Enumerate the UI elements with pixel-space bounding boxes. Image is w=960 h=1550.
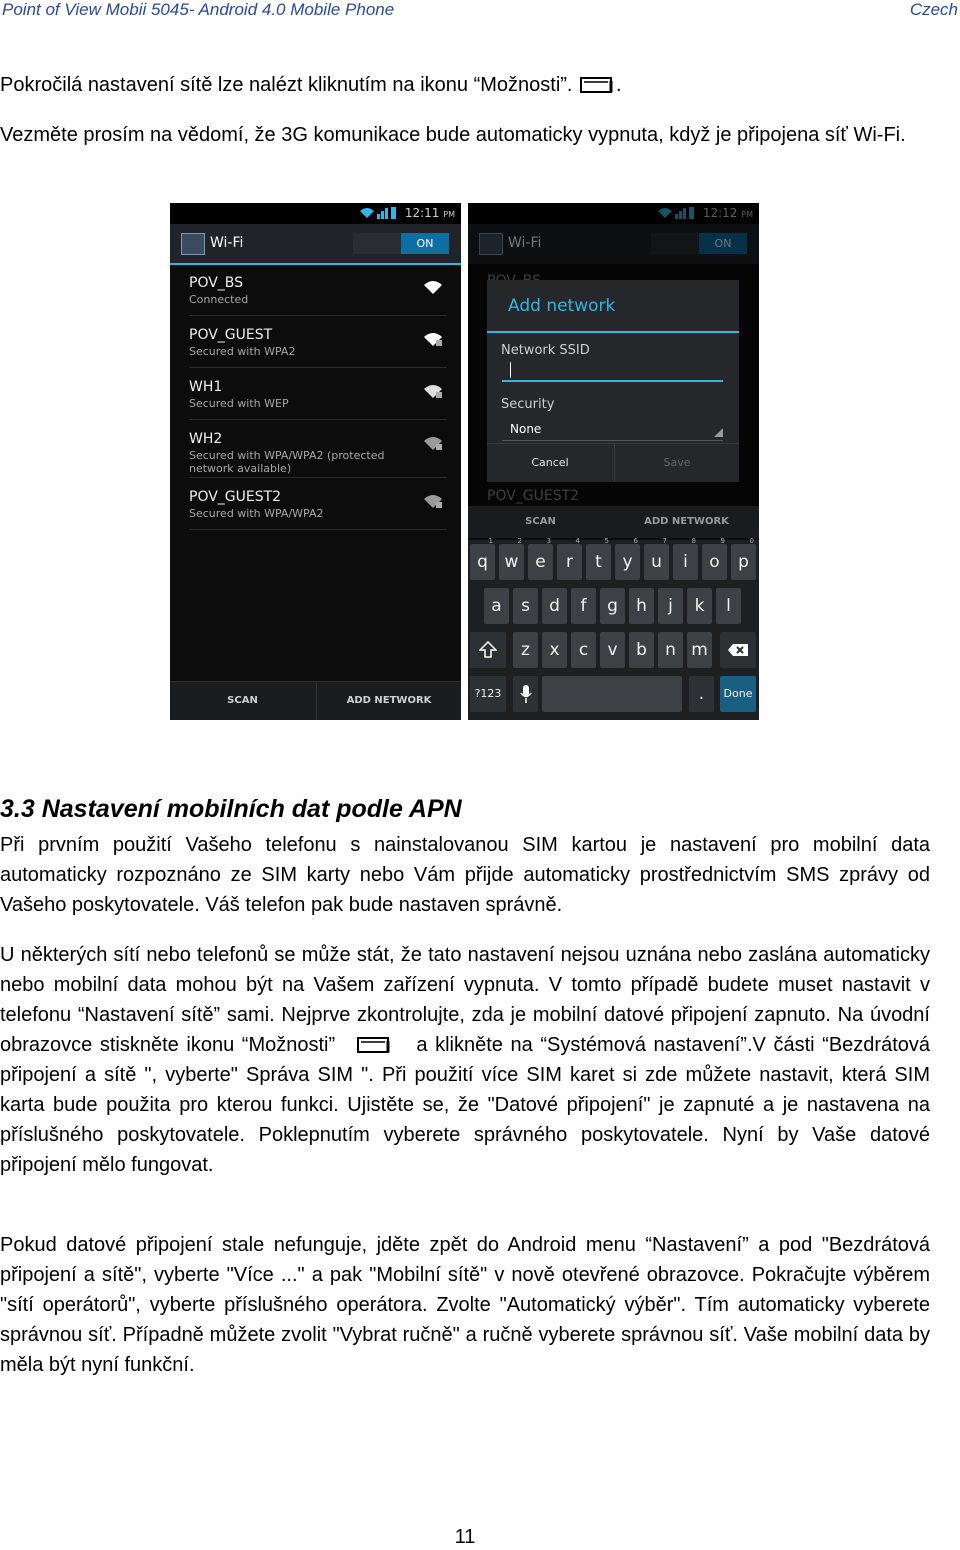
key[interactable]: [644, 537, 669, 580]
shift-key[interactable]: [470, 632, 506, 668]
cancel-button[interactable]: Cancel: [531, 456, 569, 469]
status-time: 12:11: [404, 206, 440, 220]
add-network-button[interactable]: ADD NETWORK: [644, 516, 729, 527]
key-hint: 9: [720, 537, 725, 545]
shift-icon: [479, 641, 497, 659]
dropdown-arrow-icon: [714, 428, 723, 437]
mic-icon: [520, 684, 532, 704]
section-paragraph-2: [0, 940, 930, 1180]
soft-keyboard: [468, 537, 759, 720]
key-hint: 3: [546, 537, 551, 545]
period-key[interactable]: .: [689, 676, 714, 712]
key[interactable]: [499, 537, 524, 580]
key[interactable]: [702, 537, 727, 580]
space-key[interactable]: [542, 676, 682, 712]
key-label: e: [535, 552, 546, 572]
key-hint: 8: [691, 537, 696, 545]
dialog-buttons: [487, 443, 739, 482]
network-name: WH1: [189, 379, 223, 395]
key-hint: 0: [749, 537, 754, 545]
wifi-toggle[interactable]: [353, 233, 449, 254]
scan-button[interactable]: SCAN: [227, 695, 258, 706]
screen-title: Wi-Fi: [210, 235, 244, 251]
network-name: POV_GUEST: [189, 327, 273, 343]
key[interactable]: [673, 537, 698, 580]
key-label: i: [683, 552, 688, 572]
key[interactable]: [557, 537, 582, 580]
select-underline: [502, 440, 723, 441]
network-status: Secured with WPA/WPA2: [189, 507, 324, 520]
network-item[interactable]: [189, 369, 447, 420]
network-item[interactable]: [189, 479, 447, 530]
key[interactable]: [528, 537, 553, 580]
network-item[interactable]: [189, 317, 447, 368]
backspace-icon: [727, 643, 749, 657]
network-item[interactable]: [189, 421, 447, 478]
dialog-title: Add network: [508, 296, 616, 316]
wifi-screenshot: [170, 203, 461, 720]
key-hint: 2: [517, 537, 522, 545]
section-title: Nastavení mobilních dat podle APN: [41, 795, 462, 823]
key[interactable]: j: [658, 588, 683, 624]
key-label: q: [477, 552, 488, 572]
key-hint: 4: [575, 537, 580, 545]
key-label: t: [595, 552, 602, 572]
network-status: Connected: [189, 293, 249, 306]
security-label: Security: [501, 397, 555, 412]
network-name: POV_BS: [189, 275, 244, 291]
key[interactable]: k: [687, 588, 712, 624]
settings-app-icon[interactable]: [181, 233, 205, 255]
bottom-action-bar: [468, 506, 759, 538]
backspace-key[interactable]: [720, 632, 756, 668]
status-bar: [170, 203, 461, 224]
dialog-divider: [487, 331, 739, 333]
key[interactable]: g: [600, 588, 625, 624]
key-label: w: [504, 552, 519, 572]
wifi-secured-icon: [423, 383, 443, 399]
key[interactable]: z: [513, 632, 538, 668]
section-number: 3.3: [0, 795, 35, 823]
bottom-action-bar: [170, 681, 461, 720]
toggle-on-label: ON: [401, 233, 449, 254]
mic-key[interactable]: [513, 676, 538, 712]
network-status: Secured with WEP: [189, 397, 289, 410]
key-label: y: [622, 552, 633, 572]
network-name: WH2: [189, 431, 223, 447]
intro-text-1-end: .: [616, 74, 622, 96]
key[interactable]: x: [542, 632, 567, 668]
running-header: [0, 0, 960, 24]
paragraph-text: a klikněte na “Systémová nastavení”.V části “Bezdrátová připojení a sítě ", vyberte" Správa SIM ". Při použití více SIM karet si zde můžete nastavit, která SIM karta bude použita pro kterou funkci. Ujistěte se, že "Datové připojení" je zapnuté a je nastavena na příslušného poskytovatele. Poklepnutím vyberete správného poskytovatele. Nyní by Vaše datové připojení mělo fungovat.: [0, 1034, 930, 1176]
key-label: r: [566, 552, 573, 572]
network-name: POV_GUEST2: [189, 489, 282, 505]
wifi-signal-icon: [359, 206, 397, 219]
text-cursor: [510, 362, 511, 378]
done-key[interactable]: Done: [720, 676, 756, 712]
scan-button[interactable]: SCAN: [525, 516, 556, 527]
key[interactable]: [731, 537, 756, 580]
key[interactable]: [470, 537, 495, 580]
paragraph-text: U některých sítí nebo telefonů se může stát, že tato nastavení nejsou uznána nebo zaslána automaticky nebo mobilní data mohou být na Vašem zařízení vypnuta. V tomto případě budete muset nastavit v telefonu “Nastavení sítě” sami. Nejprve zkontrolujte, zda je mobilní datové připojení zapnuto. Na úvodní obrazovce stiskněte ikonu “Možnosti”: [0, 944, 930, 1056]
status-ampm: PM: [443, 210, 455, 219]
wifi-secured-icon: [423, 331, 443, 347]
key[interactable]: c: [571, 632, 596, 668]
key-hint: 7: [662, 537, 667, 545]
wifi-secured-icon: [423, 493, 443, 509]
section-paragraph-3: Pokud datové připojení stale nefunguje, jděte zpět do Android menu “Nastavení” a pod "Bezdrátová připojení a sítě", vyberte "Více ..." a pak "Mobilní sítě" v nově otevřené obrazovce. Pokračujte výběrem "sítí operátorů", vyberte příslušného operátora. Zvolte "Automatický výběr". Tím automaticky vyberete správnou síť. Případně můžete zvolit "Vybrat ručně" a ručně vyberete správnou síť. Vaše mobilní data by měla být nyní funkční.: [0, 1234, 930, 1376]
section-paragraph-1: Při prvním použití Vašeho telefonu s nainstalovanou SIM kartou je nastavení pro mobilní data automaticky rozpoznáno ze SIM karty nebo Vám přijde automaticky prostřednictvím SMS zprávy od Vašeho poskytovatele. Váš telefon pak bude nastaven správně.: [0, 834, 930, 916]
key-hint: 5: [604, 537, 609, 545]
menu-options-icon: [580, 77, 614, 94]
network-item[interactable]: [189, 265, 447, 316]
ssid-label: Network SSID: [501, 343, 590, 358]
intro-text-1: Pokročilá nastavení sítě lze nalézt kliknutím na ikonu “Možnosti”.: [0, 74, 573, 96]
key[interactable]: n: [658, 632, 683, 668]
key[interactable]: b: [629, 632, 654, 668]
wifi-secured-icon: [423, 435, 443, 451]
page-number: 11: [454, 1526, 476, 1548]
key[interactable]: l: [716, 588, 741, 624]
intro-paragraph-2: Vezměte prosím na vědomí, že 3G komunikace bude automaticky vypnuta, když je připojena síť Wi-Fi.: [0, 124, 906, 146]
key-hint: 1: [488, 537, 493, 545]
key[interactable]: d: [542, 588, 567, 624]
key[interactable]: m: [687, 632, 712, 668]
key[interactable]: v: [600, 632, 625, 668]
network-status: Secured with WPA/WPA2 (protected network available): [189, 449, 385, 475]
key-label: u: [651, 552, 662, 572]
network-status: Secured with WPA2: [189, 345, 296, 358]
key-label: p: [738, 552, 749, 572]
header-title: Point of View Mobii 5045- Android 4.0 Mobile Phone: [2, 0, 395, 19]
key-hint: 6: [633, 537, 638, 545]
save-button[interactable]: Save: [614, 444, 739, 482]
symbols-key[interactable]: ?123: [470, 676, 506, 712]
add-network-button[interactable]: ADD NETWORK: [316, 682, 461, 720]
header-language: Czech: [909, 0, 958, 19]
ssid-input[interactable]: [502, 380, 723, 382]
key[interactable]: f: [571, 588, 596, 624]
menu-options-icon: [357, 1037, 391, 1054]
wifi-signal-icon: [423, 279, 443, 295]
key[interactable]: s: [513, 588, 538, 624]
add-network-screenshot: [468, 203, 759, 720]
key-label: o: [709, 552, 720, 572]
signal-icons: [359, 206, 397, 222]
key[interactable]: [615, 537, 640, 580]
key[interactable]: h: [629, 588, 654, 624]
action-bar: [170, 224, 461, 264]
intro-paragraph-1: [0, 70, 930, 100]
add-network-dialog: [487, 280, 739, 482]
security-select[interactable]: None: [510, 422, 542, 436]
section-heading: [0, 795, 462, 824]
key[interactable]: [586, 537, 611, 580]
key[interactable]: a: [484, 588, 509, 624]
